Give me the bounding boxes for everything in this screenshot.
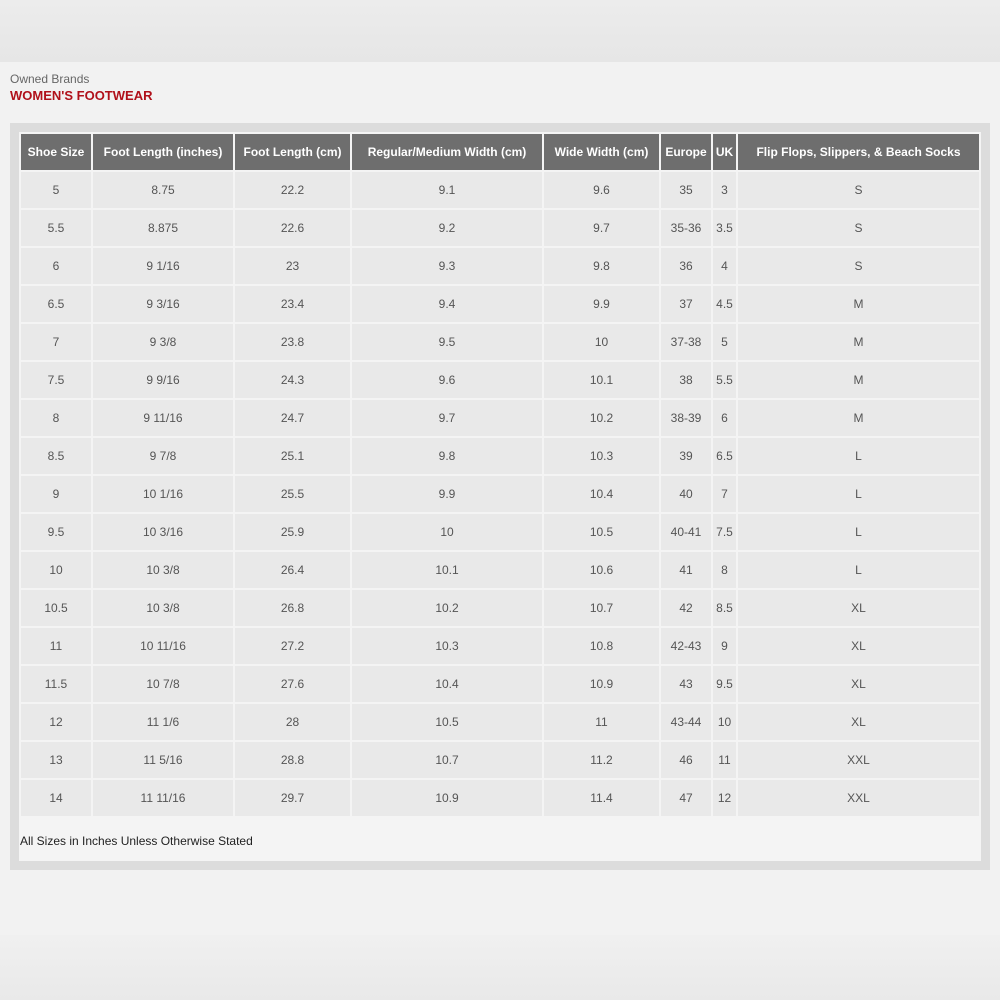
cell-uk: 10 bbox=[713, 704, 736, 740]
page-title: WOMEN'S FOOTWEAR bbox=[10, 88, 153, 103]
cell-foot-length-inches: 10 1/16 bbox=[93, 476, 233, 512]
cell-foot-length-cm: 25.5 bbox=[235, 476, 350, 512]
cell-foot-length-inches: 11 1/6 bbox=[93, 704, 233, 740]
cell-europe: 46 bbox=[661, 742, 711, 778]
top-band bbox=[0, 0, 1000, 62]
table-row bbox=[21, 514, 979, 550]
cell-wide-width: 11.4 bbox=[544, 780, 659, 816]
header-flip-flops: Flip Flops, Slippers, & Beach Socks bbox=[738, 134, 979, 170]
cell-flip-flops: XL bbox=[738, 666, 979, 702]
cell-foot-length-cm: 28 bbox=[235, 704, 350, 740]
cell-wide-width: 9.7 bbox=[544, 210, 659, 246]
cell-shoe-size: 9 bbox=[21, 476, 91, 512]
cell-wide-width: 11 bbox=[544, 704, 659, 740]
cell-europe: 37-38 bbox=[661, 324, 711, 360]
cell-foot-length-inches: 8.875 bbox=[93, 210, 233, 246]
cell-europe: 35-36 bbox=[661, 210, 711, 246]
cell-uk: 8.5 bbox=[713, 590, 736, 626]
cell-uk: 5 bbox=[713, 324, 736, 360]
cell-wide-width: 10.4 bbox=[544, 476, 659, 512]
footnote: All Sizes in Inches Unless Otherwise Stated bbox=[20, 834, 253, 848]
cell-foot-length-inches: 10 11/16 bbox=[93, 628, 233, 664]
cell-regular-width: 9.9 bbox=[352, 476, 542, 512]
cell-flip-flops: M bbox=[738, 400, 979, 436]
cell-foot-length-inches: 11 11/16 bbox=[93, 780, 233, 816]
cell-foot-length-inches: 10 3/8 bbox=[93, 590, 233, 626]
cell-uk: 9.5 bbox=[713, 666, 736, 702]
cell-uk: 9 bbox=[713, 628, 736, 664]
cell-flip-flops: L bbox=[738, 552, 979, 588]
cell-flip-flops: L bbox=[738, 476, 979, 512]
cell-shoe-size: 6 bbox=[21, 248, 91, 284]
size-chart-table bbox=[19, 132, 981, 818]
cell-foot-length-inches: 9 3/8 bbox=[93, 324, 233, 360]
cell-europe: 47 bbox=[661, 780, 711, 816]
table-row bbox=[21, 590, 979, 626]
table-row bbox=[21, 438, 979, 474]
cell-shoe-size: 14 bbox=[21, 780, 91, 816]
table-row bbox=[21, 780, 979, 816]
cell-foot-length-inches: 9 9/16 bbox=[93, 362, 233, 398]
cell-europe: 37 bbox=[661, 286, 711, 322]
header-foot-length-inches: Foot Length (inches) bbox=[93, 134, 233, 170]
cell-foot-length-inches: 10 3/16 bbox=[93, 514, 233, 550]
cell-foot-length-inches: 10 3/8 bbox=[93, 552, 233, 588]
cell-uk: 4 bbox=[713, 248, 736, 284]
header-shoe-size: Shoe Size bbox=[21, 134, 91, 170]
cell-shoe-size: 11 bbox=[21, 628, 91, 664]
cell-shoe-size: 9.5 bbox=[21, 514, 91, 550]
cell-wide-width: 10.7 bbox=[544, 590, 659, 626]
cell-foot-length-cm: 29.7 bbox=[235, 780, 350, 816]
cell-wide-width: 9.8 bbox=[544, 248, 659, 284]
table-row bbox=[21, 248, 979, 284]
cell-shoe-size: 10 bbox=[21, 552, 91, 588]
cell-regular-width: 9.8 bbox=[352, 438, 542, 474]
cell-flip-flops: XXL bbox=[738, 780, 979, 816]
cell-regular-width: 10 bbox=[352, 514, 542, 550]
cell-foot-length-cm: 23 bbox=[235, 248, 350, 284]
header-europe: Europe bbox=[661, 134, 711, 170]
cell-foot-length-cm: 22.2 bbox=[235, 172, 350, 208]
cell-regular-width: 10.9 bbox=[352, 780, 542, 816]
cell-uk: 7 bbox=[713, 476, 736, 512]
cell-foot-length-cm: 24.3 bbox=[235, 362, 350, 398]
cell-shoe-size: 5 bbox=[21, 172, 91, 208]
cell-europe: 40-41 bbox=[661, 514, 711, 550]
table-row bbox=[21, 172, 979, 208]
cell-shoe-size: 8.5 bbox=[21, 438, 91, 474]
cell-foot-length-cm: 27.2 bbox=[235, 628, 350, 664]
cell-regular-width: 10.2 bbox=[352, 590, 542, 626]
cell-regular-width: 10.3 bbox=[352, 628, 542, 664]
cell-foot-length-inches: 8.75 bbox=[93, 172, 233, 208]
cell-flip-flops: M bbox=[738, 324, 979, 360]
header-regular-width: Regular/Medium Width (cm) bbox=[352, 134, 542, 170]
cell-shoe-size: 11.5 bbox=[21, 666, 91, 702]
table-row bbox=[21, 666, 979, 702]
cell-europe: 42 bbox=[661, 590, 711, 626]
cell-foot-length-cm: 27.6 bbox=[235, 666, 350, 702]
cell-wide-width: 9.9 bbox=[544, 286, 659, 322]
cell-wide-width: 10.6 bbox=[544, 552, 659, 588]
cell-regular-width: 10.4 bbox=[352, 666, 542, 702]
size-chart-inner bbox=[19, 132, 981, 861]
cell-wide-width: 11.2 bbox=[544, 742, 659, 778]
cell-regular-width: 9.3 bbox=[352, 248, 542, 284]
cell-flip-flops: XL bbox=[738, 704, 979, 740]
header-wide-width: Wide Width (cm) bbox=[544, 134, 659, 170]
cell-foot-length-cm: 23.8 bbox=[235, 324, 350, 360]
cell-foot-length-cm: 28.8 bbox=[235, 742, 350, 778]
cell-flip-flops: S bbox=[738, 248, 979, 284]
cell-europe: 38 bbox=[661, 362, 711, 398]
brand-line: Owned Brands bbox=[10, 72, 90, 86]
cell-wide-width: 10.9 bbox=[544, 666, 659, 702]
cell-europe: 43 bbox=[661, 666, 711, 702]
cell-regular-width: 9.6 bbox=[352, 362, 542, 398]
table-row bbox=[21, 400, 979, 436]
cell-uk: 8 bbox=[713, 552, 736, 588]
cell-foot-length-cm: 24.7 bbox=[235, 400, 350, 436]
cell-flip-flops: M bbox=[738, 362, 979, 398]
cell-flip-flops: XL bbox=[738, 590, 979, 626]
cell-regular-width: 10.1 bbox=[352, 552, 542, 588]
cell-europe: 42-43 bbox=[661, 628, 711, 664]
table-row bbox=[21, 704, 979, 740]
cell-europe: 39 bbox=[661, 438, 711, 474]
cell-europe: 35 bbox=[661, 172, 711, 208]
bottom-band bbox=[0, 935, 1000, 1000]
cell-foot-length-inches: 11 5/16 bbox=[93, 742, 233, 778]
header-uk: UK bbox=[713, 134, 736, 170]
table-row bbox=[21, 742, 979, 778]
cell-foot-length-inches: 9 3/16 bbox=[93, 286, 233, 322]
cell-foot-length-inches: 9 11/16 bbox=[93, 400, 233, 436]
table-row bbox=[21, 628, 979, 664]
cell-foot-length-cm: 26.8 bbox=[235, 590, 350, 626]
table-body bbox=[21, 172, 979, 816]
cell-flip-flops: L bbox=[738, 438, 979, 474]
cell-regular-width: 10.5 bbox=[352, 704, 542, 740]
cell-regular-width: 9.2 bbox=[352, 210, 542, 246]
header-foot-length-cm: Foot Length (cm) bbox=[235, 134, 350, 170]
cell-flip-flops: XL bbox=[738, 628, 979, 664]
cell-regular-width: 10.7 bbox=[352, 742, 542, 778]
cell-shoe-size: 10.5 bbox=[21, 590, 91, 626]
cell-wide-width: 10 bbox=[544, 324, 659, 360]
table-row bbox=[21, 476, 979, 512]
cell-foot-length-cm: 25.1 bbox=[235, 438, 350, 474]
cell-uk: 6.5 bbox=[713, 438, 736, 474]
cell-shoe-size: 6.5 bbox=[21, 286, 91, 322]
cell-foot-length-cm: 26.4 bbox=[235, 552, 350, 588]
cell-foot-length-inches: 10 7/8 bbox=[93, 666, 233, 702]
table-header-row bbox=[21, 134, 979, 170]
cell-europe: 43-44 bbox=[661, 704, 711, 740]
cell-shoe-size: 5.5 bbox=[21, 210, 91, 246]
cell-shoe-size: 12 bbox=[21, 704, 91, 740]
cell-uk: 3.5 bbox=[713, 210, 736, 246]
cell-regular-width: 9.4 bbox=[352, 286, 542, 322]
cell-europe: 36 bbox=[661, 248, 711, 284]
cell-foot-length-cm: 25.9 bbox=[235, 514, 350, 550]
cell-flip-flops: XXL bbox=[738, 742, 979, 778]
cell-shoe-size: 8 bbox=[21, 400, 91, 436]
cell-europe: 38-39 bbox=[661, 400, 711, 436]
table-row bbox=[21, 210, 979, 246]
cell-uk: 5.5 bbox=[713, 362, 736, 398]
cell-uk: 6 bbox=[713, 400, 736, 436]
cell-europe: 40 bbox=[661, 476, 711, 512]
cell-foot-length-cm: 23.4 bbox=[235, 286, 350, 322]
cell-foot-length-inches: 9 7/8 bbox=[93, 438, 233, 474]
cell-regular-width: 9.7 bbox=[352, 400, 542, 436]
table-row bbox=[21, 324, 979, 360]
cell-wide-width: 10.2 bbox=[544, 400, 659, 436]
cell-wide-width: 10.1 bbox=[544, 362, 659, 398]
cell-foot-length-inches: 9 1/16 bbox=[93, 248, 233, 284]
cell-regular-width: 9.1 bbox=[352, 172, 542, 208]
cell-uk: 3 bbox=[713, 172, 736, 208]
table-row bbox=[21, 362, 979, 398]
cell-flip-flops: M bbox=[738, 286, 979, 322]
size-chart-panel bbox=[10, 123, 990, 870]
cell-foot-length-cm: 22.6 bbox=[235, 210, 350, 246]
cell-wide-width: 10.3 bbox=[544, 438, 659, 474]
cell-shoe-size: 13 bbox=[21, 742, 91, 778]
table-row bbox=[21, 286, 979, 322]
cell-uk: 7.5 bbox=[713, 514, 736, 550]
cell-shoe-size: 7 bbox=[21, 324, 91, 360]
cell-flip-flops: L bbox=[738, 514, 979, 550]
cell-flip-flops: S bbox=[738, 172, 979, 208]
cell-uk: 11 bbox=[713, 742, 736, 778]
cell-flip-flops: S bbox=[738, 210, 979, 246]
cell-shoe-size: 7.5 bbox=[21, 362, 91, 398]
cell-uk: 12 bbox=[713, 780, 736, 816]
cell-europe: 41 bbox=[661, 552, 711, 588]
cell-wide-width: 10.5 bbox=[544, 514, 659, 550]
cell-wide-width: 9.6 bbox=[544, 172, 659, 208]
cell-wide-width: 10.8 bbox=[544, 628, 659, 664]
table-row bbox=[21, 552, 979, 588]
cell-regular-width: 9.5 bbox=[352, 324, 542, 360]
cell-uk: 4.5 bbox=[713, 286, 736, 322]
